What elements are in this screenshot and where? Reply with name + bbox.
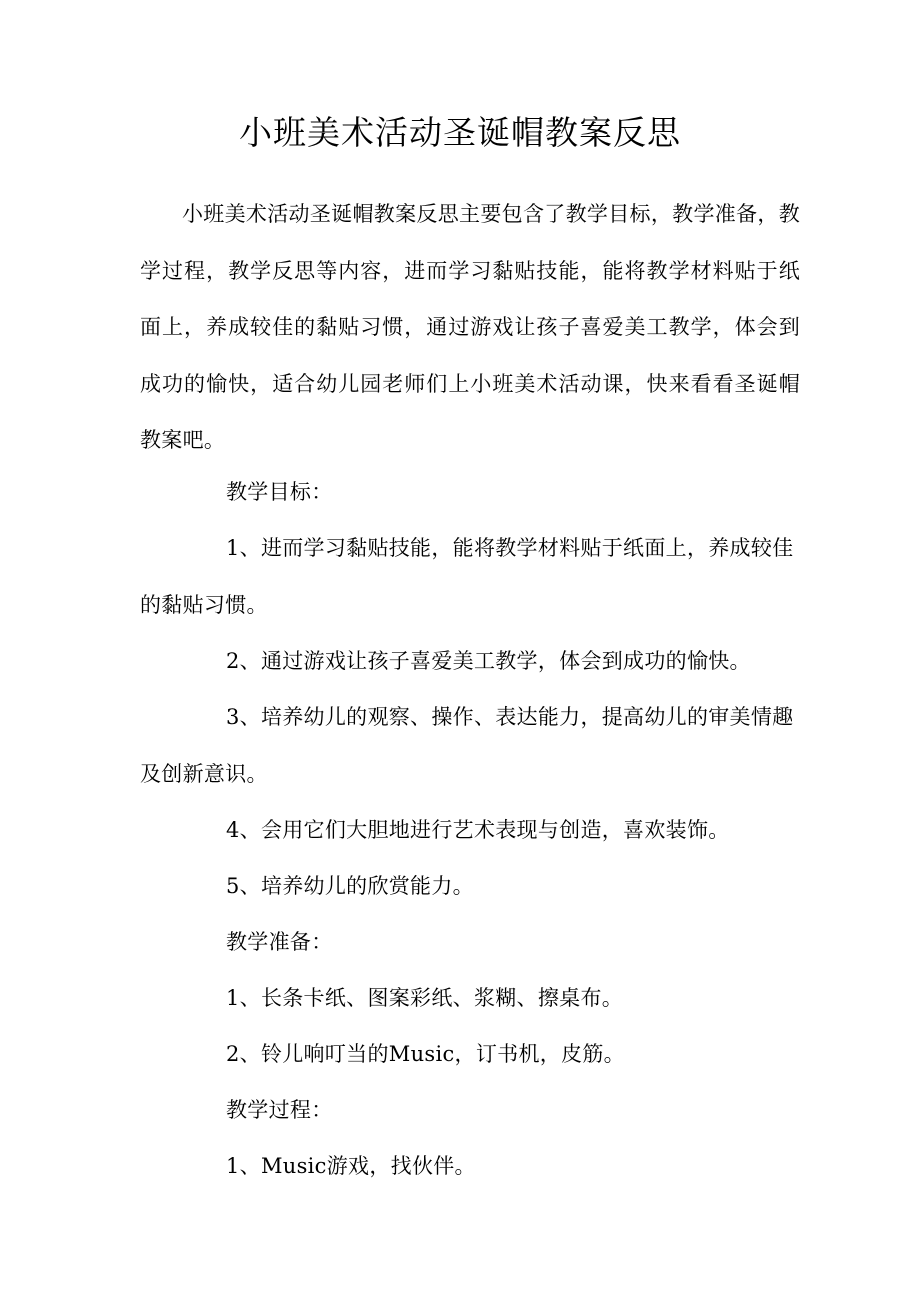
prep-item-1: 1、长条卡纸、图案彩纸、浆糊、擦桌布。 — [226, 986, 624, 1010]
goal-item-4: 4、会用它们大胆地进行艺术表现与创造，喜欢装饰。 — [226, 818, 730, 842]
goal-item-3: 3、培养幼儿的观察、操作、表达能力，提高幼儿的审美情趣及创新意识。 — [140, 705, 794, 786]
process-heading: 教学过程： — [226, 1098, 333, 1122]
intro-paragraph: 小班美术活动圣诞帽教案反思主要包含了教学目标，教学准备，教学过程，教学反思等内容，进而学习黏贴技能，能将教学材料贴于纸面上，养成较佳的黏贴习惯，通过游戏让孩子喜爱美工教学，体会到成功的愉快，适合幼儿园老师们上小班美术活动课，快来看看圣诞帽教案吧。 — [140, 202, 800, 452]
goals-heading: 教学目标： — [226, 480, 333, 504]
goal-item-5: 5、培养幼儿的欣赏能力。 — [226, 874, 474, 898]
prep-heading: 教学准备： — [226, 930, 333, 954]
goal-item-2: 2、通过游戏让孩子喜爱美工教学，体会到成功的愉快。 — [226, 649, 751, 673]
prep-item-2: 2、铃儿响叮当的Music，订书机，皮筋。 — [226, 1042, 625, 1066]
goal-item-1: 1、进而学习黏贴技能，能将教学材料贴于纸面上，养成较佳的黏贴习惯。 — [140, 536, 794, 617]
page-title: 小班美术活动圣诞帽教案反思 — [239, 113, 681, 152]
process-item-1: 1、Music游戏，找伙伴。 — [226, 1154, 476, 1178]
